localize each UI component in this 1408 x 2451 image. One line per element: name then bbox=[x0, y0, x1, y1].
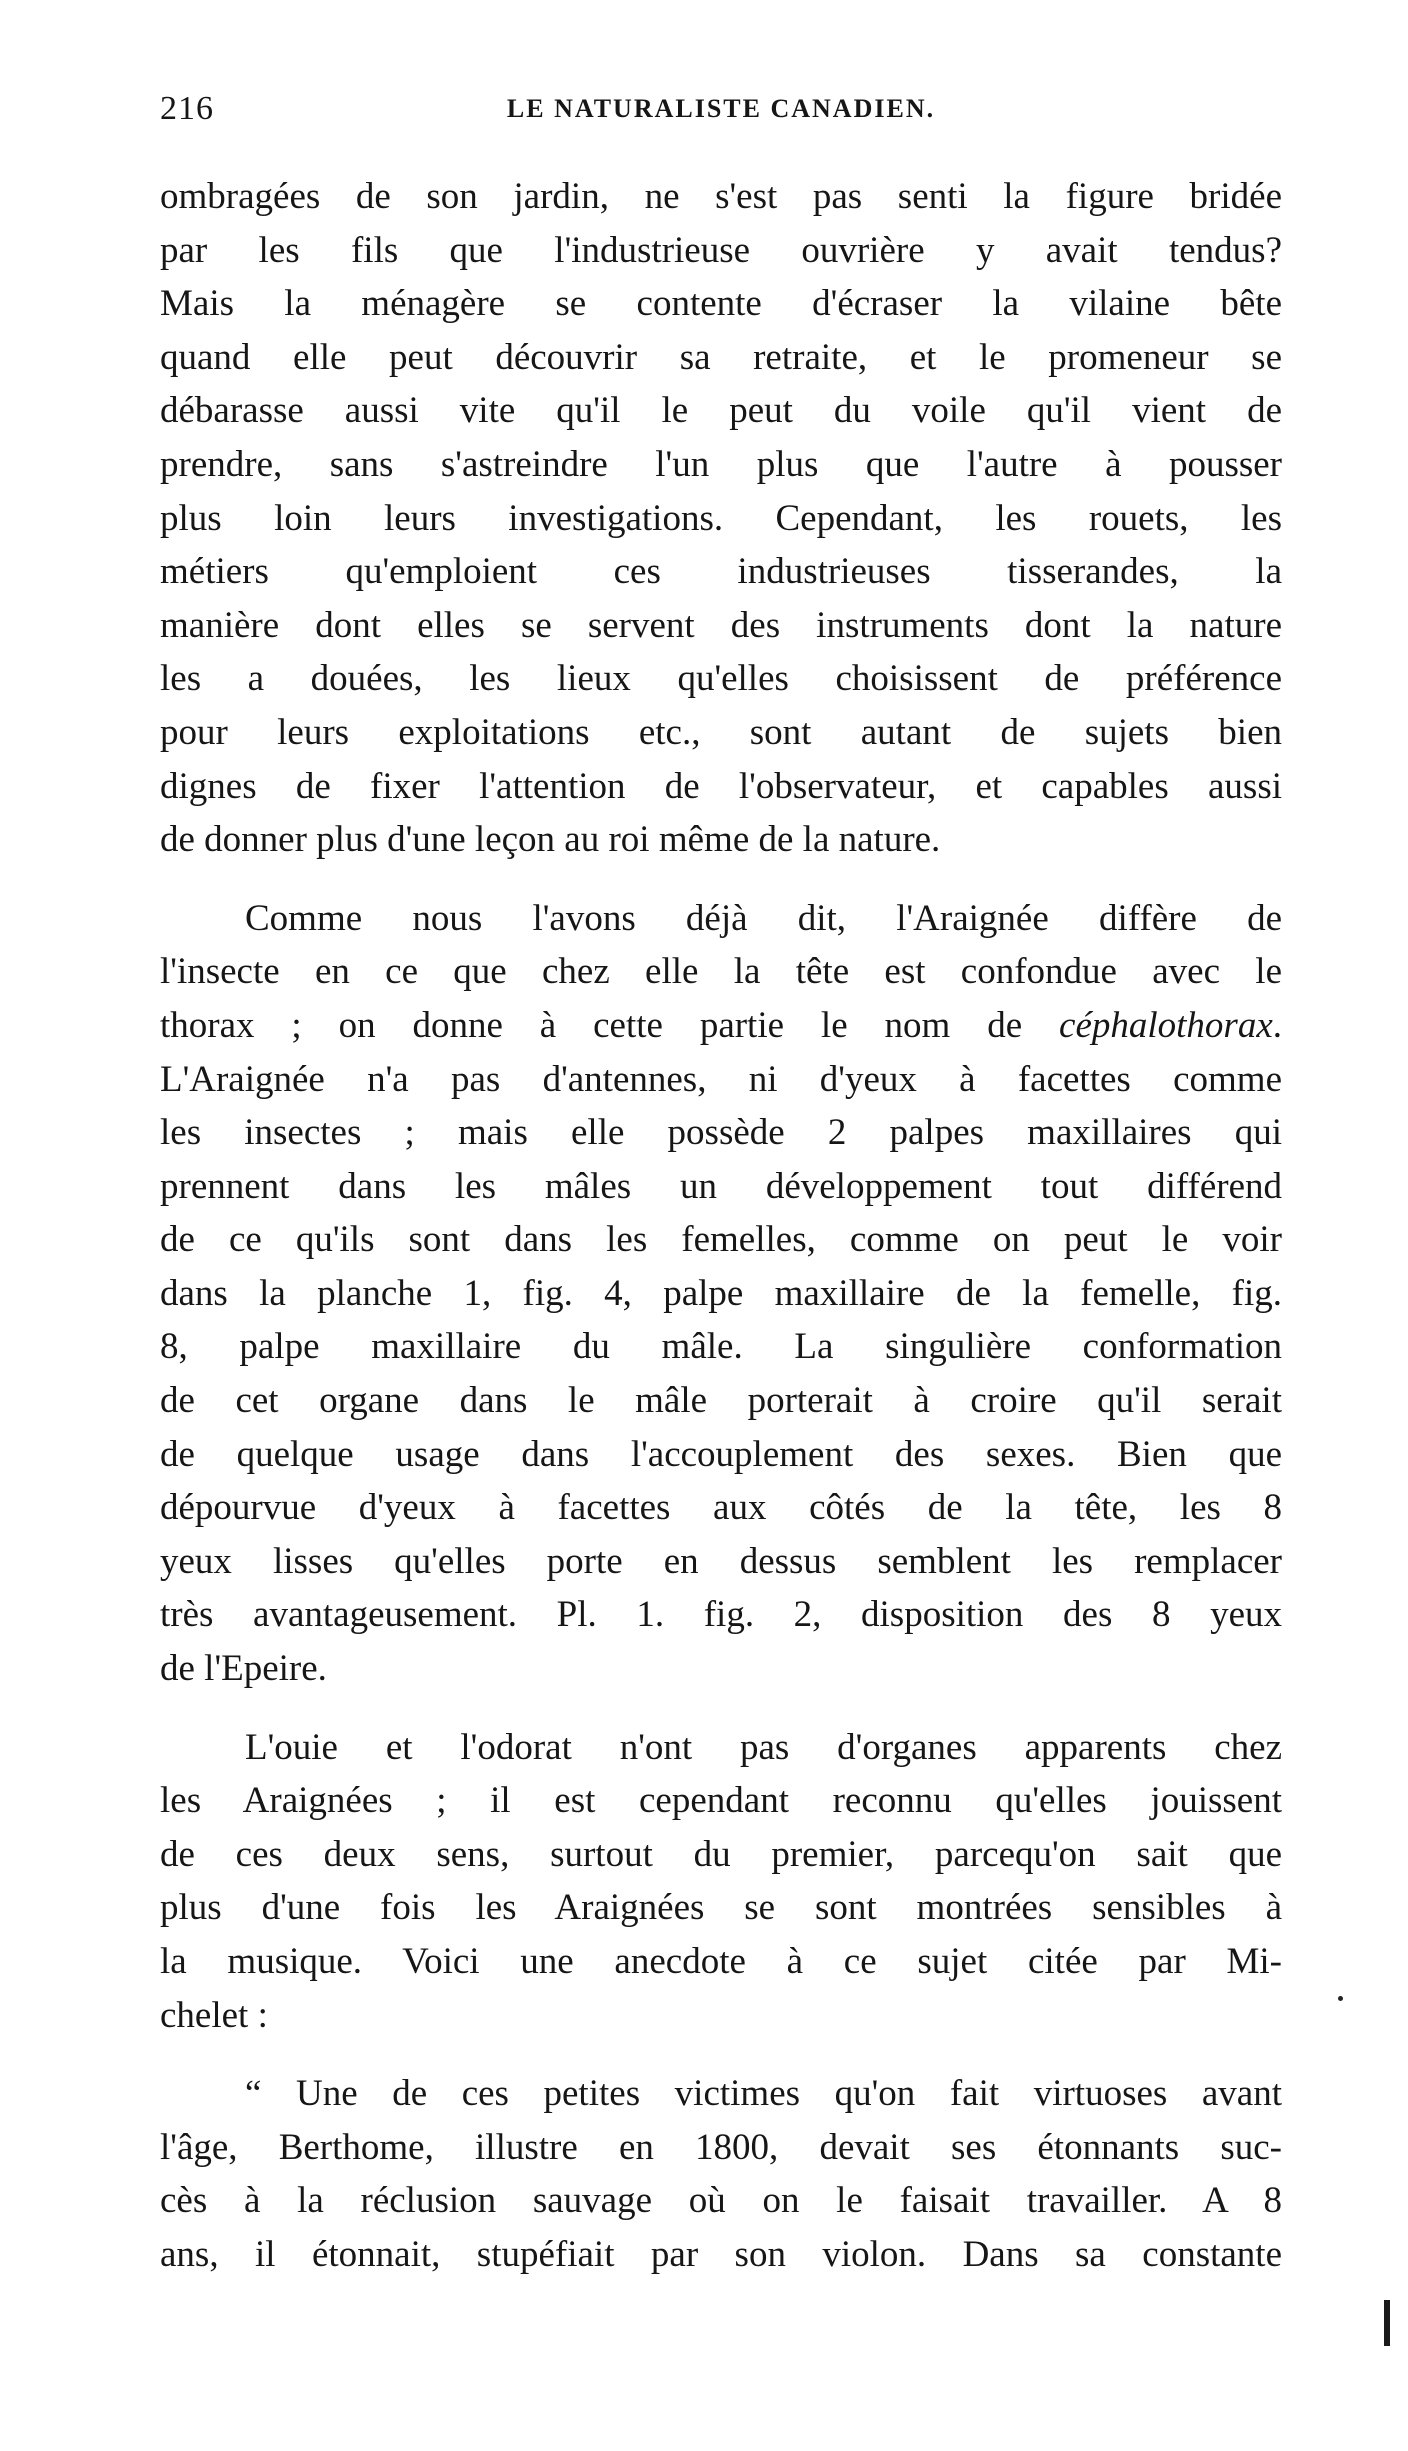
text-line: 8, palpe maxillaire du mâle. La singulière conformation bbox=[160, 1326, 1282, 1368]
paragraph-3 bbox=[160, 1721, 1282, 2043]
text-line: de quelque usage dans l'accouplement des sexes. Bien que bbox=[160, 1433, 1282, 1475]
paragraph-4 bbox=[160, 2067, 1282, 2281]
text-line: l'âge, Berthome, illustre en 1800, devait ses étonnants suc- bbox=[160, 2126, 1282, 2168]
text-line: de ces deux sens, surtout du premier, parcequ'on sait que bbox=[160, 1833, 1282, 1875]
text-line: plus d'une fois les Araignées se sont montrées sensibles à bbox=[160, 1887, 1282, 1929]
text-line: de l'Epeire. bbox=[160, 1648, 327, 1690]
text-line: ombragées de son jardin, ne s'est pas senti la figure bridée bbox=[160, 176, 1282, 217]
text-line: les a douées, les lieux qu'elles choisissent de préférence bbox=[160, 658, 1282, 700]
text-line: de donner plus d'une leçon au roi même de la nature. bbox=[160, 819, 941, 861]
text-line: Mais la ménagère se contente d'écraser la vilaine bête bbox=[160, 283, 1282, 325]
text-line: de cet organe dans le mâle porterait à croire qu'il serait bbox=[160, 1380, 1282, 1422]
text-line: plus loin leurs investigations. Cependant, les rouets, les bbox=[160, 497, 1282, 539]
text-line: L'Araignée n'a pas d'antennes, ni d'yeux à facettes comme bbox=[160, 1058, 1282, 1100]
text-line: yeux lisses qu'elles porte en dessus semblent les remplacer bbox=[160, 1540, 1282, 1582]
text-line: la musique. Voici une anecdote à ce sujet citée par Mi- bbox=[160, 1941, 1282, 1982]
text-line: par les fils que l'industrieuse ouvrière y avait tendus? bbox=[160, 229, 1282, 271]
text-line: pour leurs exploitations etc., sont autant de sujets bien bbox=[160, 711, 1282, 753]
italic-term: céphalothorax bbox=[1059, 1004, 1273, 1046]
page-header bbox=[160, 90, 1282, 140]
text-line: manière dont elles se servent des instruments dont la nature bbox=[160, 604, 1282, 646]
margin-mark bbox=[1384, 2300, 1390, 2346]
text-line: dans la planche 1, fig. 4, palpe maxillaire de la femelle, fig. bbox=[160, 1272, 1282, 1314]
text-line: L'ouie et l'odorat n'ont pas d'organes apparents chez bbox=[245, 1726, 1282, 1768]
text-line: l'insecte en ce que chez elle la tête est confondue avec le bbox=[160, 951, 1282, 993]
text-line: les insectes ; mais elle possède 2 palpes maxillaires qui bbox=[160, 1112, 1282, 1154]
paragraph-1 bbox=[160, 170, 1282, 867]
text-line: les Araignées ; il est cependant reconnu qu'elles jouissent bbox=[160, 1780, 1282, 1822]
text-line: dignes de fixer l'attention de l'observateur, et capables aussi bbox=[160, 765, 1282, 807]
text-line: prendre, sans s'astreindre l'un plus que l'autre à pousser bbox=[160, 443, 1282, 485]
margin-speck bbox=[1338, 1996, 1343, 2001]
page-number: 216 bbox=[160, 90, 214, 127]
body-text bbox=[160, 170, 1282, 2282]
text-line: métiers qu'emploient ces industrieuses tisserandes, la bbox=[160, 551, 1282, 593]
paragraph-2 bbox=[160, 892, 1282, 1696]
text-line: dépourvue d'yeux à facettes aux côtés de la tête, les 8 bbox=[160, 1487, 1282, 1529]
text-line: très avantageusement. Pl. 1. fig. 2, disposition des 8 yeux bbox=[160, 1594, 1282, 1636]
text-line: de ce qu'ils sont dans les femelles, comme on peut le voir bbox=[160, 1219, 1282, 1261]
text-line: “ Une de ces petites victimes qu'on fait virtuoses avant bbox=[245, 2073, 1282, 2115]
running-head: LE NATURALISTE CANADIEN. bbox=[506, 94, 936, 123]
text-line: prennent dans les mâles un développement tout différend bbox=[160, 1165, 1282, 1207]
text-line: Comme nous l'avons déjà dit, l'Araignée diffère de bbox=[245, 897, 1282, 939]
text-line: chelet : bbox=[160, 1994, 268, 2036]
text-line: débarasse aussi vite qu'il le peut du voile qu'il vient de bbox=[160, 390, 1282, 432]
text-line: quand elle peut découvrir sa retraite, et le promeneur se bbox=[160, 336, 1282, 378]
text-line: thorax ; on donne à cette partie le nom de céphalothorax. bbox=[160, 1004, 1282, 1046]
text-line: ans, il étonnait, stupéfiait par son violon. Dans sa constante bbox=[160, 2233, 1282, 2275]
text-line: cès à la réclusion sauvage où on le faisait travailler. A 8 bbox=[160, 2180, 1282, 2222]
